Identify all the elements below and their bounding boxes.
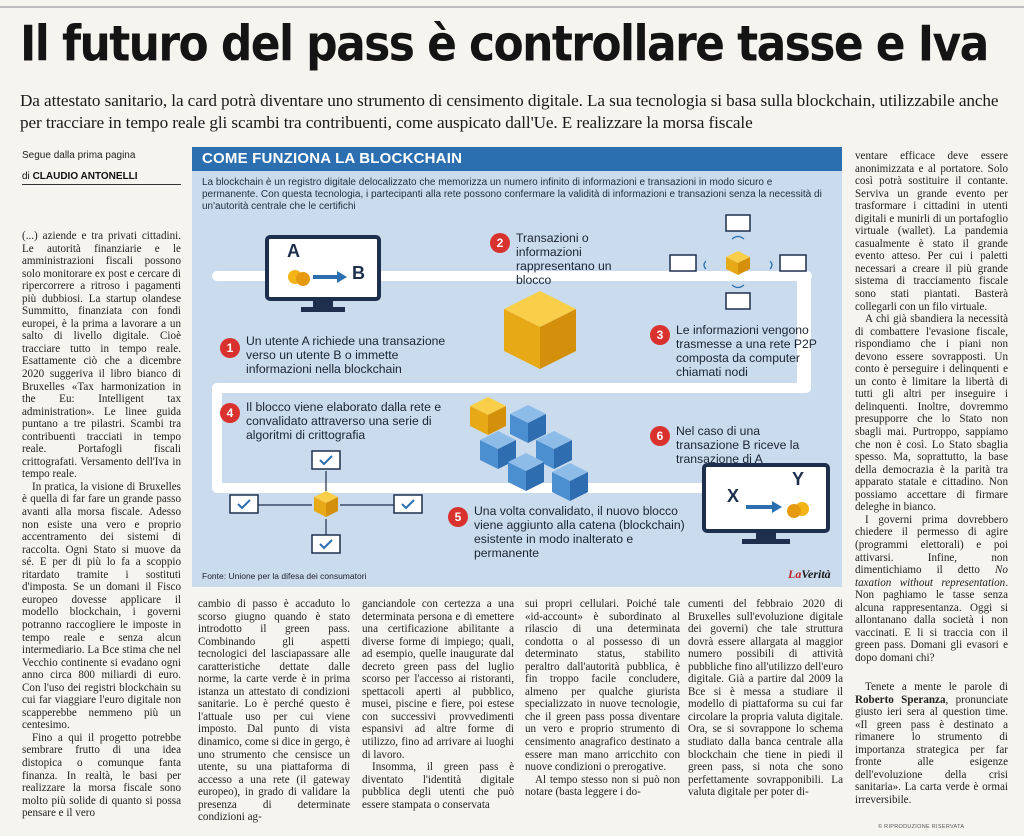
blockchain-cubes-icon [458,391,598,511]
step-3-text: Le informazioni vengono trasmesse a una rete P2P composta da computer chiamati nodi [676,323,817,379]
text-run: Tenete a mente le parole di [865,681,1008,693]
paragraph: ventare efficace deve essere anonimizzata e al portatore. Solo così potrà sostituire il contante. Serviva un grande evento per trasformare i cittadini in utenti digitali e munirli di un portafoglio virtuale (wallet). La pandemia casualmente è stato il grande evento atteso. Per cui i paletti necessari a creare il più grande sistema di tracciamento fiscale sono stati piantati. Basterà collegarli con un filo virtuale. [855,150,1008,313]
block-cube-icon [500,287,580,373]
user-x-label: X [727,486,740,506]
step-6-badge: 6 [650,426,670,446]
newspaper-brand [788,567,831,582]
brand-suffix: Verità [801,567,831,581]
article-column-5 [688,598,843,799]
paragraph: (...) aziende e tra privati cittadini. Le autorità finanziarie e le amministrazioni fiscali possono solo monitorare ex post e cercare di ripercorrere a ritroso i pagamenti più dubbiosi. La startup olandese Summitto, finanziata con fondi europei, è la prima a lavorare a un salto di livello digitale. Cioè tracciare tutto in tempo reale. Esattamente ciò che a dicembre 2020 suggeriva il libro bianco di Bruxelles «Tax harmonization in the Eu: Intelligent tax administration». Le linee guida puntano a tre pilastri. Scambi tra contribuenti tracciati in tempo reale. Portafogli fiscali crittografati. Versamento dell'Iva in tempo reale. [22,230,181,481]
latin-motto: No taxation without representation [855,564,1008,589]
step-2-text: Transazioni o informazioni rappresentano un blocco [516,231,612,287]
paragraph: sui propri cellulari. Poiché tale «id-account» è subordinato al rilascio di una determinata condotta o al possesso di un determinato status, stabilito peraltro dall'autorità pubblica, è fin troppo facile concludere, almeno per qualche giurista specializzato in nuove tecnologie, che il green pass possa diventare un vero e proprio strumento di censimento anagrafico destinato a essere man mano arricchito con nuove condizioni o prerogative. [525,598,680,774]
step-4-badge: 4 [220,403,240,423]
text-run: , pronunciate giusto ieri sera al question time. «Il green pass è destinato a rimanere lo strumento di importanza strategica per far fronte alle esigenze dell'evoluzione della crisi sanitaria». La carta verde è ormai irreversibile. [855,693,1008,806]
paragraph: Fino a qui il progetto potrebbe sembrare frutto di una idea distopica o comunque fanta finanza. In realtà, le basi per realizzare la morsa fiscale sono molto più solide di quanto si possa pensare e il vero [22,731,181,820]
paragraph: A chi già sbandiera la necessità di combattere l'evasione fiscale, rispondiamo che i piani non devono essere sovrapposti. Un conto è perseguire i delinquenti e un conto è limitare la libertà di tutti gli altri per inseguire i delinquenti. Inoltre, dovremmo presupporre che lo Stato non sbagli mai. Purtroppo, sappiamo che non è così. Lo Stato sbaglia spesso. Ma, soprattutto, la base della democrazia è la parità tra apparato statale e cittadino. Non possiamo accettare di firmare deleghe in bianco. [855,313,1008,514]
paragraph [855,514,1008,665]
step-5-text: Una volta convalidato, il nuovo blocco viene aggiunto alla catena (blockchain) esistente in modo inalterato e permanente [474,504,685,560]
top-rule [0,6,1024,8]
text-run: I governi prima dovrebbero chiedere il permesso di agire (programmi elettorali) e poi attivarsi. Infine, non dimentichiamo il detto [855,513,1008,577]
paragraph: cumenti del febbraio 2020 di Bruxelles sull'evoluzione digitale dei governi) che tale struttura dovrà essere allargata al maggior numero possibili di attività pubbliche fino all'utilizzo dell'euro digitale. Già a partire dal 2009 la Bce si è messa a studiare il modello di piattaforma su cui far circolare la propria valuta digitale. Ora, se si sovrappone lo schema studiato dalla banca centrale alla blockchain che tiene in piedi il green pass, si nota che sono perfettamente sovrapponibili. La valuta digitale per poter di- [688,598,843,799]
paragraph: ganciandole con certezza a una determinata persona e di emettere una certificazione abilitante a diverse forme di impiego; quali, ad esempio, quelle inaugurate dal decreto green pass del luglio scorso per l'accesso ai ristoranti, spettacoli aperti al pubblico, musei, piscine e fiere, poi estese con successivi provvedimenti espansivi ad altre forme di utilizzo, fino ad arrivare ai luoghi di lavoro. [362,598,514,761]
step-2-badge: 2 [490,233,510,253]
article-column-2 [198,598,350,824]
infographic-source: Fonte: Unione per la difesa dei consumatori [202,571,367,581]
infographic-title: COME FUNZIONA LA BLOCKCHAIN [202,150,463,167]
user-b-label: B [352,263,365,283]
copyright-notice: © RIPRODUZIONE RISERVATA [878,824,965,830]
article-column-1 [22,230,181,820]
continued-from-note: Segue dalla prima pagina [22,150,136,161]
author-name: CLAUDIO ANTONELLI [32,171,138,182]
paragraph: Al tempo stesso non si può non notare (basta leggere i do- [525,773,680,799]
paragraph: Insomma, il green pass è diventato l'identità digitale pubblica degli utenti che può essere stampata o conservata [362,761,514,811]
p2p-network-icon [666,213,812,313]
step-6-text: Nel caso di una transazione B riceve la transazione di A [676,424,800,466]
infographic-intro: La blockchain è un registro digitale delocalizzato che memorizza un numero infinito di informazioni e transazioni in modo sicuro e permanente. Con questa tecnologia, i partecipanti alla rete possono confermare la validità di informazioni e transazioni senza la necessità di un'autorità centrale che le certifichi [202,177,822,212]
step-1-text: Un utente A richiede una transazione verso un utente B o immette informazioni nella blockchain [246,334,446,376]
byline [22,171,181,185]
user-a-label: A [287,241,300,261]
article-column-4 [525,598,680,799]
byline-prefix: di [22,171,33,182]
monitor-icon [702,463,830,551]
step-5-badge: 5 [448,507,468,527]
brand-prefix: La [788,567,802,581]
subheadline: Da attestato sanitario, la card potrà diventare uno strumento di censimento digitale. La sua tecnologia si basa sulla blockchain, utilizzabile anche per tracciare in tempo reale gli scambi tra contribuenti, come auspicato dall'Ue. E realizzare la morsa fiscale [20,91,999,132]
article-column-6 [855,150,1008,664]
paragraph [855,681,1008,806]
paragraph: cambio di passo è accaduto lo scorso giugno quando è stato introdotto il green pass. Combinando gli aspetti tecnologici del lasciapassare alle caratteristiche dettate dalle norme, la carte verde è in prima istanza un attestato di condizioni sanitarie. Lo è perché questo è l'attuale uso per cui viene imposto. Dal punto di vista dinamico, come si dice in gergo, è uno strumento che censisce un utente, su una piattaforma di accesso a una rete (il gateway europeo), in grado di validare la presenza di determinate condizioni ag- [198,598,350,824]
headline: Il futuro del pass è controllare tasse e Iva [20,15,988,73]
article-column-3 [362,598,514,811]
text-run: . Non paghiamo le tasse senza alcuna rappresentanza. Oggi si allontanano dalla società i non vaccinati. E li si traccia con il green pass. Domani gli evasori e dopo domani chi? [855,576,1008,664]
user-y-label: Y [792,469,805,489]
minister-name: Roberto Speranza [855,693,946,706]
blockchain-infographic [192,147,842,587]
paragraph: In pratica, la visione di Bruxelles è quella di far fare un grande passo avanti alla morsa fiscale. Adesso non esiste una vero e proprio accentramento dei sistemi di raccolta. Ogni Stato si muove da sé. E per di più lo fa a scoppio ritardato tramite i sostituti d'imposta. Se un domani il Fisco europeo dovesse applicare il modello blockchain, i governi potranno raccogliere le imposte in tempo reale e senza alcun intermediario. La Bce stima che nel Vecchio continente si evadano ogni anno circa 800 miliardi di euro. Con l'uso dei registri blockchain su cui far viaggiare l'euro digitale non scapperebbe nemmeno più un centesimo. [22,480,181,732]
validation-network-icon [228,447,424,557]
step-1-badge: 1 [220,338,240,358]
flow-path [212,383,222,493]
step-4-text: Il blocco viene elaborato dalla rete e convalidato attraverso una serie di algoritmi di crittografia [246,400,442,442]
article-column-6-closing [855,681,1008,806]
step-3-badge: 3 [650,325,670,345]
